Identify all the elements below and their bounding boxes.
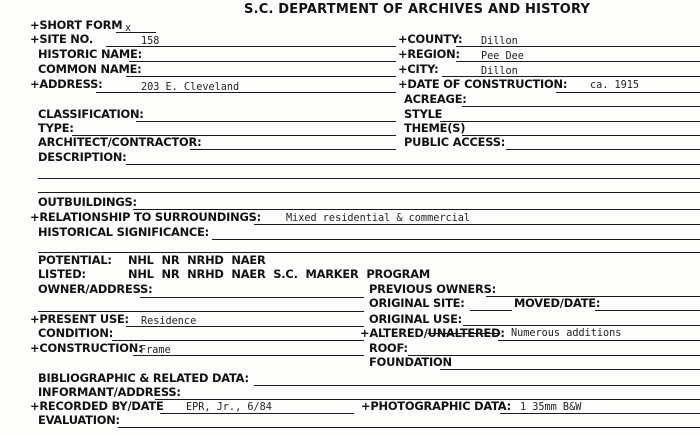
historic-name-line	[129, 61, 396, 62]
informant-label: INFORMANT/ADDRESS:	[38, 385, 181, 399]
photographic-data-label: +PHOTOGRAPHIC DATA:	[361, 399, 511, 413]
historical-significance-label: HISTORICAL SIGNIFICANCE:	[38, 225, 210, 239]
county-label: +COUNTY:	[398, 32, 463, 46]
altered-label	[360, 327, 505, 340]
date-of-construction-value: ca. 1915	[590, 80, 640, 91]
evaluation-label: EVALUATION:	[38, 413, 120, 427]
description-line-1	[126, 164, 700, 165]
altered-colon: :	[500, 326, 505, 340]
architect-line	[190, 149, 396, 150]
type-label: TYPE:	[38, 121, 74, 135]
date-of-construction-label: +DATE OF CONSTRUCTION:	[398, 77, 568, 91]
recorded-by-label: +RECORDED BY/DATE	[30, 399, 164, 413]
address-label: +ADDRESS:	[30, 77, 103, 91]
region-label: +REGION:	[398, 47, 460, 61]
potential-options: NHL NR NRHD NAER	[128, 253, 266, 267]
historical-significance-line	[212, 239, 700, 240]
owner-address-label: OWNER/ADDRESS:	[38, 282, 153, 296]
public-access-label: PUBLIC ACCESS:	[404, 135, 506, 149]
recorded-by-value: EPR, Jr., 6/84	[186, 402, 272, 413]
county-value: Dillon	[481, 36, 518, 47]
public-access-line	[506, 149, 700, 150]
bibliographic-label: BIBLIOGRAPHIC & RELATED DATA:	[38, 371, 249, 385]
owner-address-line	[140, 297, 364, 298]
previous-owners-label: PREVIOUS OWNERS:	[369, 282, 496, 296]
outbuildings-label: OUTBUILDINGS:	[38, 195, 137, 209]
short-form-value: x	[125, 23, 132, 34]
listed-label: LISTED:	[38, 267, 86, 281]
acreage-label: ACREAGE:	[404, 92, 467, 106]
themes-label: THEME(S)	[404, 121, 466, 135]
construction-value: Frame	[140, 345, 171, 356]
original-site-line	[470, 310, 512, 311]
present-use-value: Residence	[141, 316, 197, 327]
foundation-line	[440, 369, 700, 370]
relationship-label: +RELATIONSHIP TO SURROUNDINGS:	[30, 210, 262, 224]
construction-label: +CONSTRUCTION:	[30, 341, 143, 355]
city-label: +CITY:	[398, 62, 439, 76]
address-value: 203 E. Cleveland	[141, 82, 240, 93]
photographic-data-value: 1 35mm B&W	[520, 402, 582, 413]
evaluation-line	[118, 427, 700, 428]
bibliographic-line	[254, 385, 700, 386]
roof-label: ROOF:	[369, 341, 408, 355]
short-form-label: +SHORT FORM	[30, 18, 123, 32]
altered-text: +ALTERED/	[360, 326, 428, 340]
short-form-line	[116, 32, 156, 33]
condition-label: CONDITION:	[38, 326, 114, 340]
historic-name-label: HISTORIC NAME:	[38, 47, 142, 61]
condition-line	[112, 340, 364, 341]
relationship-value: Mixed residential & commercial	[286, 213, 471, 224]
common-name-line	[126, 76, 396, 77]
description-line-3	[38, 192, 700, 193]
moved-date-line	[595, 310, 700, 311]
potential-label: POTENTIAL:	[38, 253, 112, 267]
common-name-label: COMMON NAME:	[38, 62, 142, 76]
style-label: STYLE	[404, 107, 443, 121]
city-value: Dillon	[481, 66, 518, 77]
classification-line	[136, 121, 396, 122]
style-line	[440, 121, 700, 122]
date-of-construction-line	[556, 92, 700, 93]
form-title: S.C. DEPARTMENT OF ARCHIVES AND HISTORY	[244, 2, 591, 17]
unaltered-struck-text: UNALTERED	[427, 326, 501, 340]
architect-label: ARCHITECT/CONTRACTOR:	[38, 135, 202, 149]
moved-date-label: MOVED/DATE:	[514, 296, 601, 310]
site-no-label: +SITE NO.	[30, 32, 93, 46]
present-use-label: +PRESENT USE:	[30, 312, 129, 326]
original-use-label: ORIGINAL USE:	[369, 312, 463, 326]
altered-value: Numerous additions	[511, 328, 622, 339]
acreage-line	[462, 106, 700, 107]
description-label: DESCRIPTION:	[38, 150, 127, 164]
classification-label: CLASSIFICATION:	[38, 107, 144, 121]
original-site-label: ORIGINAL SITE:	[369, 296, 465, 310]
altered-line	[498, 340, 700, 341]
listed-options: NHL NR NRHD NAER S.C. MARKER PROGRAM	[128, 267, 431, 281]
site-no-value: 158	[141, 36, 160, 47]
region-value: Pee Dee	[481, 51, 524, 62]
description-line-2	[38, 178, 700, 179]
foundation-label: FOUNDATION	[369, 355, 452, 369]
